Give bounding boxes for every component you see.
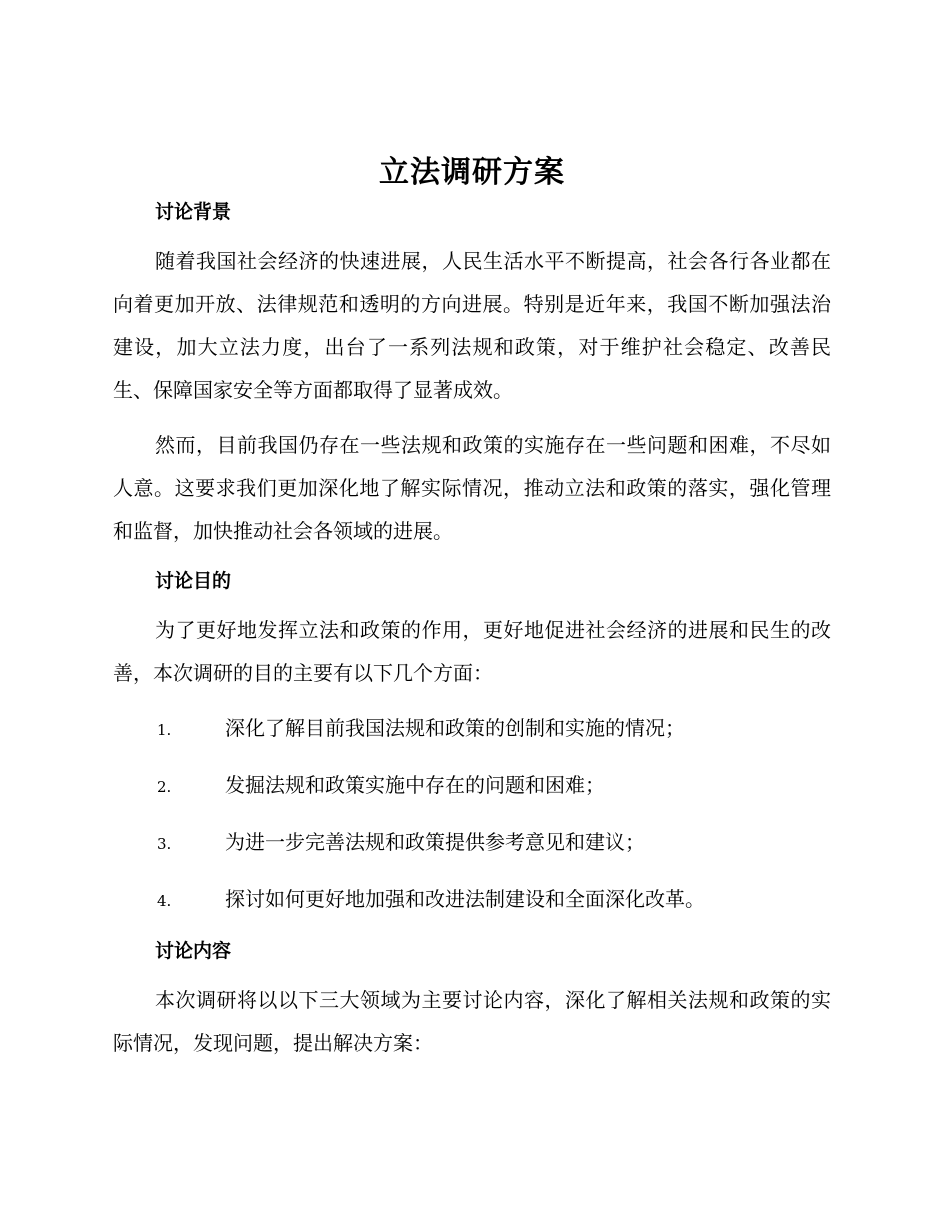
list-item-text: 深化了解目前我国法规和政策的创制和实施的情况； [225,716,685,740]
list-item-number: 4. [157,892,172,910]
content-paragraph: 本次调研将以以下三大领域为主要讨论内容，深化了解相关法规和政策的实际情况，发现问题，提出解决方案： [113,988,831,1055]
list-item-text: 为进一步完善法规和政策提供参考意见和建议； [225,830,645,854]
purpose-paragraph: 为了更好地发挥立法和政策的作用，更好地促进社会经济的进展和民生的改善，本次调研的目的主要有以下几个方面： [113,618,831,685]
list-item-number: 1. [157,721,172,739]
list-item-text: 探讨如何更好地加强和改进法制建设和全面深化改革。 [225,887,705,911]
list-item-number: 3. [157,835,172,853]
section-heading-purpose: 讨论目的 [155,570,232,592]
list-item-text: 发掘法规和政策实施中存在的问题和困难； [225,773,605,797]
list-item-number: 2. [157,778,172,796]
list-item [113,821,831,866]
section-heading-background: 讨论背景 [155,201,232,223]
list-item [113,707,831,752]
purpose-list [113,707,831,923]
document-page [113,150,831,1077]
background-paragraph-2: 然而，目前我国仍存在一些法规和政策的实施存在一些问题和困难，不尽如人意。这要求我们更加深化地了解实际情况，推动立法和政策的落实，强化管理和监督，加快推动社会各领域的进展。 [113,433,831,543]
document-title: 立法调研方案 [379,155,565,190]
list-item [113,878,831,923]
list-item [113,764,831,809]
background-paragraph-1: 随着我国社会经济的快速进展，人民生活水平不断提高，社会各行各业都在向着更加开放、法律规范和透明的方向进展。特别是近年来，我国不断加强法治建设，加大立法力度，出台了一系列法规和政策，对于维护社会稳定、改善民生、保障国家安全等方面都取得了显著成效。 [113,249,831,402]
section-heading-content: 讨论内容 [155,940,232,962]
